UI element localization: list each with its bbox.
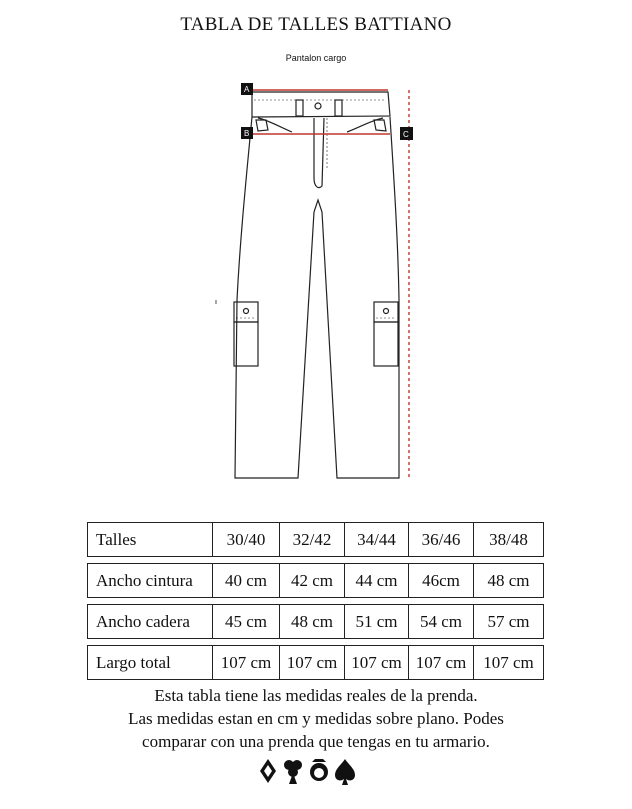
note-line: Esta tabla tiene las medidas reales de la prenda. <box>154 686 478 705</box>
size-header: 34/44 <box>344 523 408 556</box>
note-line: Las medidas estan en cm y medidas sobre plano. Podes <box>128 709 504 728</box>
table-cell: 44 cm <box>344 564 408 597</box>
table-cell: 42 cm <box>279 564 344 597</box>
table-cell: 107 cm <box>344 646 408 679</box>
spade-icon <box>335 759 355 785</box>
table-cell: 40 cm <box>212 564 279 597</box>
flower-icon <box>284 760 302 784</box>
table-cell: 107 cm <box>212 646 279 679</box>
ring-icon <box>310 759 328 781</box>
row-label: Ancho cintura <box>96 570 193 590</box>
table-cell: 46cm <box>408 564 473 597</box>
note-line: comparar con una prenda que tengas en tu armario. <box>142 732 490 751</box>
table-row <box>87 563 544 598</box>
table-row <box>87 604 544 639</box>
row-label: Largo total <box>96 652 171 672</box>
table-cell: 48 cm <box>473 564 543 597</box>
size-header: 32/42 <box>279 523 344 556</box>
size-header: 36/46 <box>408 523 473 556</box>
page-title: TABLA DE TALLES BATTIANO <box>180 14 452 35</box>
brand-icons <box>257 757 367 787</box>
table-cell: 54 cm <box>408 605 473 638</box>
table-header-label: Talles <box>96 529 137 549</box>
size-header: 30/40 <box>212 523 279 556</box>
table-cell: 45 cm <box>212 605 279 638</box>
garment-type: Pantalon cargo <box>285 53 347 63</box>
marker-b-label: B <box>244 129 250 138</box>
row-label: Ancho cadera <box>96 611 190 631</box>
table-row <box>87 645 544 680</box>
table-cell: 57 cm <box>473 605 543 638</box>
marker-a-label: A <box>244 85 250 94</box>
table-cell: 48 cm <box>279 605 344 638</box>
table-cell: 107 cm <box>473 646 543 679</box>
marker-c-label: C <box>403 130 409 139</box>
size-header: 38/48 <box>473 523 543 556</box>
table-header-row <box>87 522 544 557</box>
diamond-drop-icon <box>260 759 276 783</box>
table-cell: 51 cm <box>344 605 408 638</box>
table-cell: 107 cm <box>408 646 473 679</box>
table-cell: 107 cm <box>279 646 344 679</box>
